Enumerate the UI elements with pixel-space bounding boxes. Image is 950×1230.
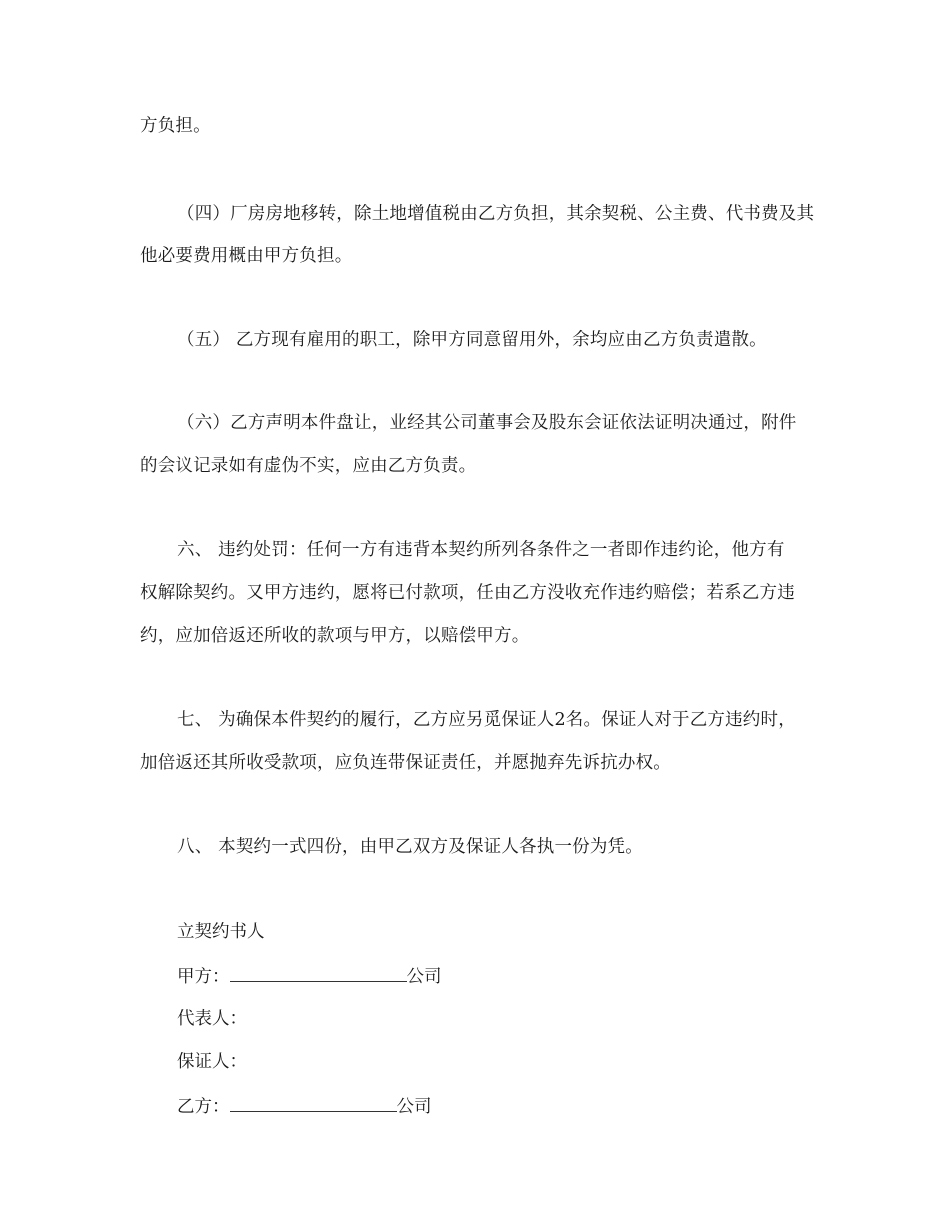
section-6-line-1: 六、 违约处罚：任何一方有违背本契约所列各条件之一者即作违约论，他方有 [177, 540, 785, 560]
party-b-row [177, 1095, 432, 1117]
party-a-label: 甲方： [177, 967, 230, 987]
paragraph-line: 方负担。 [140, 116, 211, 136]
guarantor-label: 保证人： [177, 1052, 247, 1072]
party-b-name-blank[interactable] [230, 1095, 397, 1112]
party-b-suffix: 公司 [396, 1097, 432, 1117]
clause-4-line-2: 他必要费用概由甲方负担。 [140, 246, 353, 266]
clause-5-line-1: （五） 乙方现有雇用的职工，除甲方同意留用外，余均应由乙方负责遣散。 [177, 330, 767, 350]
section-8-line-1: 八、 本契约一式四份，由甲乙双方及保证人各执一份为凭。 [177, 837, 643, 857]
section-6-line-2: 权解除契约。又甲方违约，愿将已付款项，任由乙方没收充作违约赔偿；若系乙方违 [140, 583, 795, 603]
section-6-line-3: 约，应加倍返还所收的款项与甲方，以赔偿甲方。 [140, 626, 530, 646]
clause-4-line-1: （四）厂房房地移转，除土地增值税由乙方负担，其余契税、公主费、代书费及其 [177, 204, 815, 224]
clause-6-line-1: （六）乙方声明本件盘让，业经其公司董事会及股东会证依法证明决通过，附件 [177, 413, 797, 433]
representative-label: 代表人： [177, 1009, 247, 1029]
party-a-row [177, 965, 442, 987]
party-a-name-blank[interactable] [230, 965, 407, 982]
section-7-line-1: 七、 为确保本件契约的履行，乙方应另觅保证人2名。保证人对于乙方违约时， [177, 710, 796, 730]
signature-heading: 立契约书人 [177, 922, 265, 942]
party-b-label: 乙方： [177, 1097, 230, 1117]
clause-6-line-2: 的会议记录如有虚伪不实，应由乙方负责。 [140, 456, 477, 476]
section-7-line-2: 加倍返还其所收受款项，应负连带保证责任，并愿抛弃先诉抗办权。 [140, 753, 671, 773]
party-a-suffix: 公司 [406, 967, 442, 987]
